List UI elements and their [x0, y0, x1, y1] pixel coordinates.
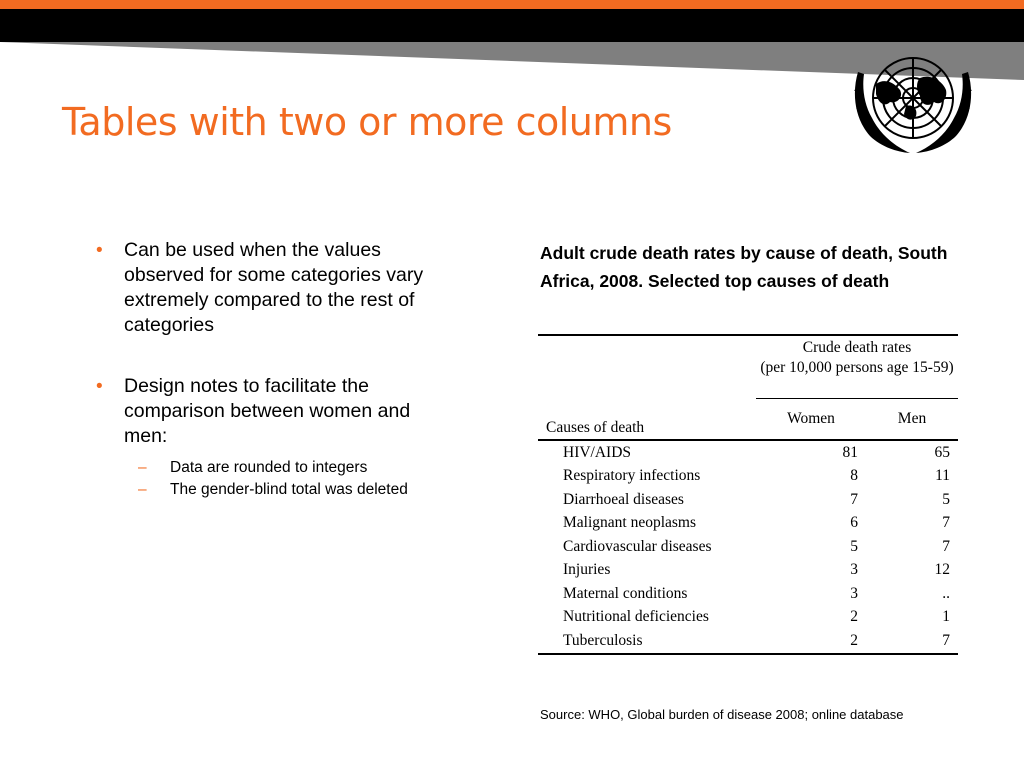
crude-rates-header-line2: (per 10,000 persons age 15-59) — [760, 359, 954, 376]
women-cell: 81 — [842, 443, 858, 461]
men-cell: 7 — [942, 514, 950, 532]
men-cell: 5 — [942, 490, 950, 508]
bullet-item — [96, 238, 436, 338]
dash-icon: – — [138, 459, 147, 476]
cause-cell: Diarrhoeal diseases — [563, 490, 684, 508]
bullet-item — [96, 374, 436, 499]
sub-bullet-text: Data are rounded to integers — [170, 459, 368, 476]
women-cell: 8 — [850, 467, 858, 485]
table-row — [538, 488, 958, 512]
un-emblem-icon — [850, 50, 976, 155]
men-cell: 65 — [934, 443, 950, 461]
crude-rates-header-line1: Crude death rates — [802, 339, 912, 356]
table-row — [538, 535, 958, 559]
men-cell: 1 — [942, 608, 950, 626]
dash-icon: – — [138, 481, 147, 498]
women-cell: 2 — [850, 608, 858, 626]
bullet-text: Can be used when the values observed for some categories vary extremely compared to the rest of categories — [124, 239, 424, 336]
men-cell: 11 — [935, 467, 950, 485]
women-cell: 3 — [850, 584, 858, 602]
men-cell: .. — [942, 584, 950, 602]
bullet-dot-icon: • — [96, 240, 103, 261]
women-cell: 3 — [850, 561, 858, 579]
cause-cell: Injuries — [563, 561, 611, 579]
men-cell: 12 — [934, 561, 950, 579]
cause-cell: Respiratory infections — [563, 467, 701, 485]
death-rates-table — [538, 334, 958, 655]
cause-cell: Cardiovascular diseases — [563, 537, 712, 555]
causes-header: Causes of death — [538, 335, 756, 440]
table-row — [538, 629, 958, 654]
slide-title: Tables with two or more columns — [62, 100, 672, 144]
table-row — [538, 559, 958, 583]
table-row — [538, 465, 958, 489]
crude-rates-header — [756, 335, 958, 399]
table-row — [538, 606, 958, 630]
sub-bullet-list — [124, 459, 436, 499]
bullet-text: Design notes to facilitate the comparison between women and men: — [124, 375, 411, 447]
cause-cell: HIV/AIDS — [563, 443, 632, 461]
table-row — [538, 582, 958, 606]
men-cell: 7 — [866, 629, 958, 654]
table-title: Adult crude death rates by cause of death, South Africa, 2008. Selected top causes of death — [540, 243, 948, 291]
bullet-dot-icon: • — [96, 376, 103, 397]
cause-cell: Nutritional deficiencies — [563, 608, 709, 626]
cause-cell: Malignant neoplasms — [563, 514, 697, 532]
cause-cell: Maternal conditions — [563, 584, 688, 602]
bullet-list — [96, 238, 436, 535]
sub-bullet-text: The gender-blind total was deleted — [170, 481, 408, 498]
women-cell: 6 — [850, 514, 858, 532]
sub-bullet-item — [124, 481, 436, 499]
men-cell: 7 — [942, 537, 950, 555]
women-cell: 7 — [850, 490, 858, 508]
sub-bullet-item — [124, 459, 436, 477]
women-header: Women — [756, 399, 866, 441]
women-cell: 2 — [756, 629, 866, 654]
table-source-note: Source: WHO, Global burden of disease 2008; online database — [540, 707, 904, 722]
men-header: Men — [866, 399, 958, 441]
women-cell: 5 — [850, 537, 858, 555]
table-row — [538, 440, 958, 465]
table-row — [538, 512, 958, 536]
cause-cell: Tuberculosis — [538, 629, 756, 654]
